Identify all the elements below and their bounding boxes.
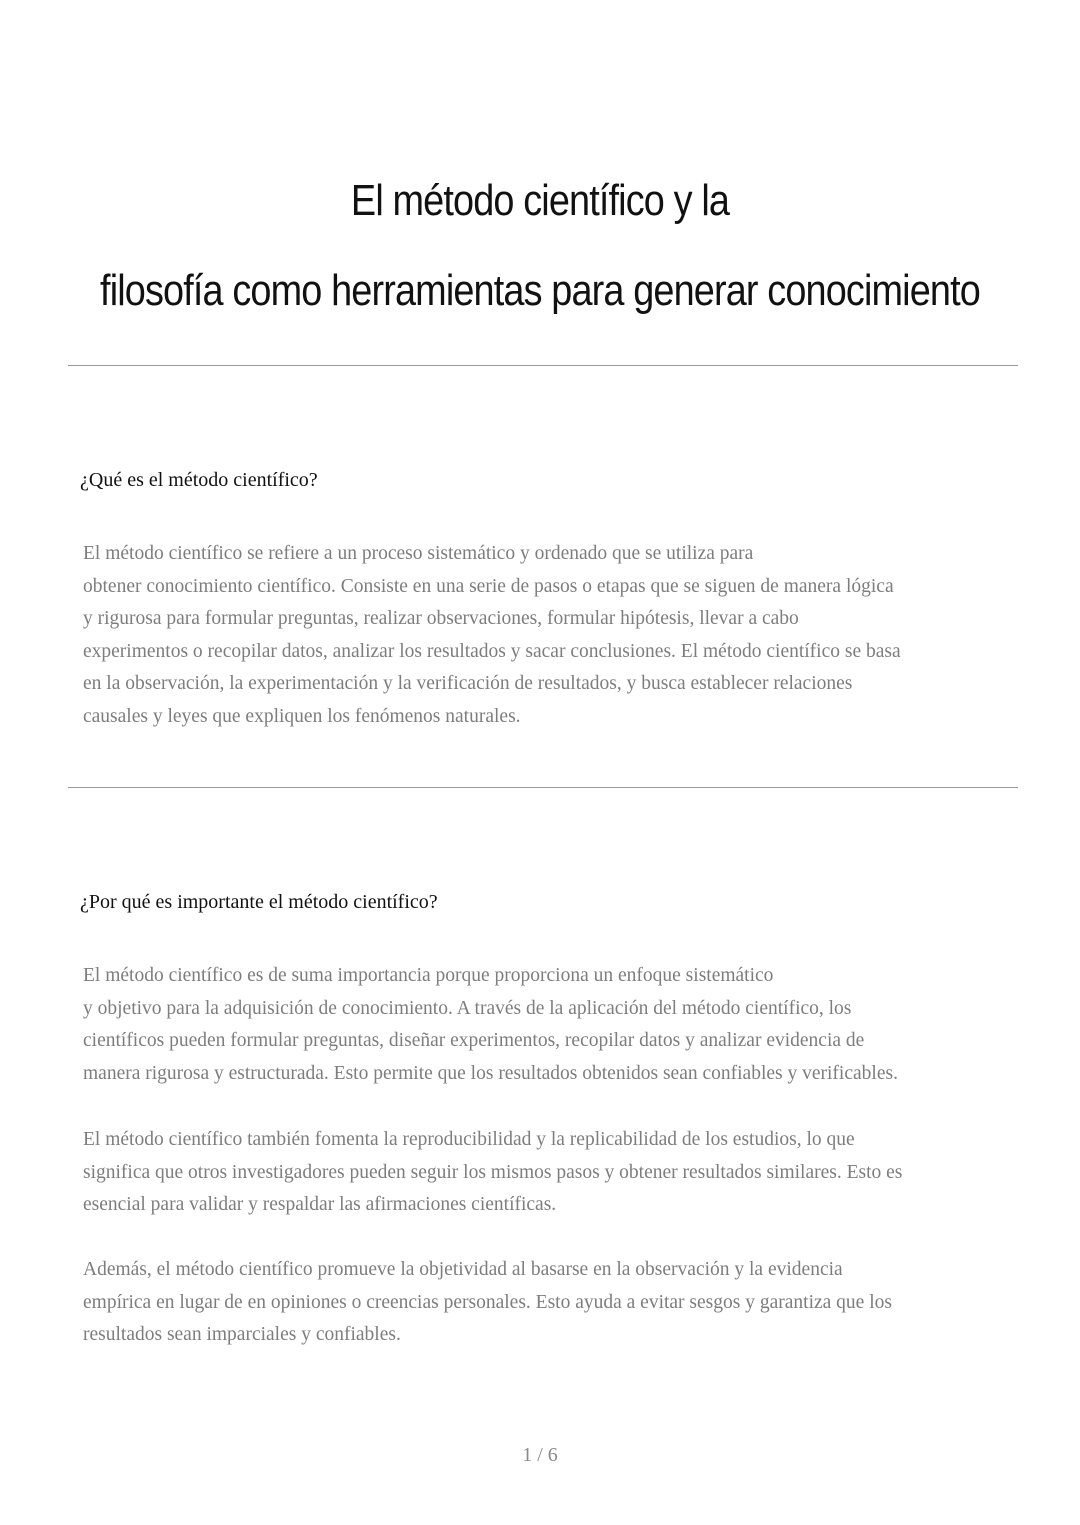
divider: [68, 365, 1018, 366]
paragraph-line: obtener conocimiento científico. Consiste en una serie de pasos o etapas que se siguen de manera lógica: [83, 575, 894, 597]
section-paragraph: [83, 538, 1013, 734]
paragraph-line: y objetivo para la adquisición de conocimiento. A través de la aplicación del método científico, los: [83, 997, 852, 1019]
section-paragraph: [83, 960, 1013, 1090]
paragraph-line: manera rigurosa y estructurada. Esto permite que los resultados obtenidos sean confiables y verificables.: [83, 1062, 898, 1084]
paragraph-line: El método científico se refiere a un proceso sistemático y ordenado que se utiliza para: [83, 543, 754, 564]
section-heading: ¿Qué es el método científico?: [80, 469, 318, 491]
divider: [68, 787, 1018, 788]
document-title-line-2: filosofía como herramientas para generar conocimiento: [100, 266, 980, 315]
section-heading: ¿Por qué es importante el método científico?: [80, 891, 438, 913]
paragraph-line: empírica en lugar de en opiniones o creencias personales. Esto ayuda a evitar sesgos y garantiza que los: [83, 1291, 892, 1313]
paragraph-line: Además, el método científico promueve la objetividad al basarse en la observación y la evidencia: [83, 1259, 843, 1280]
paragraph-line: y rigurosa para formular preguntas, realizar observaciones, formular hipótesis, llevar a cabo: [83, 608, 799, 630]
paragraph-line: resultados sean imparciales y confiables.: [83, 1324, 401, 1346]
paragraph-line: significa que otros investigadores pueden seguir los mismos pasos y obtener resultados similares. Esto es: [83, 1161, 903, 1183]
paragraph-line: causales y leyes que expliquen los fenómenos naturales.: [83, 705, 521, 727]
paragraph-line: El método científico también fomenta la reproducibilidad y la replicabilidad de los estudios, lo que: [83, 1129, 855, 1150]
paragraph-line: esencial para validar y respaldar las afirmaciones científicas.: [83, 1194, 557, 1216]
page-indicator: 1 / 6: [522, 1444, 558, 1466]
document-title-line-1: El método científico y la: [350, 176, 730, 225]
section-paragraph: [83, 1254, 1013, 1352]
paragraph-line: en la observación, la experimentación y la verificación de resultados, y busca establecer relaciones: [83, 673, 853, 695]
section-paragraph: [83, 1124, 1013, 1222]
paragraph-line: El método científico es de suma importancia porque proporciona un enfoque sistemático: [83, 965, 774, 986]
paragraph-line: experimentos o recopilar datos, analizar los resultados y sacar conclusiones. El método científico se basa: [83, 640, 901, 662]
paragraph-line: científicos pueden formular preguntas, diseñar experimentos, recopilar datos y analizar evidencia de: [83, 1030, 865, 1052]
